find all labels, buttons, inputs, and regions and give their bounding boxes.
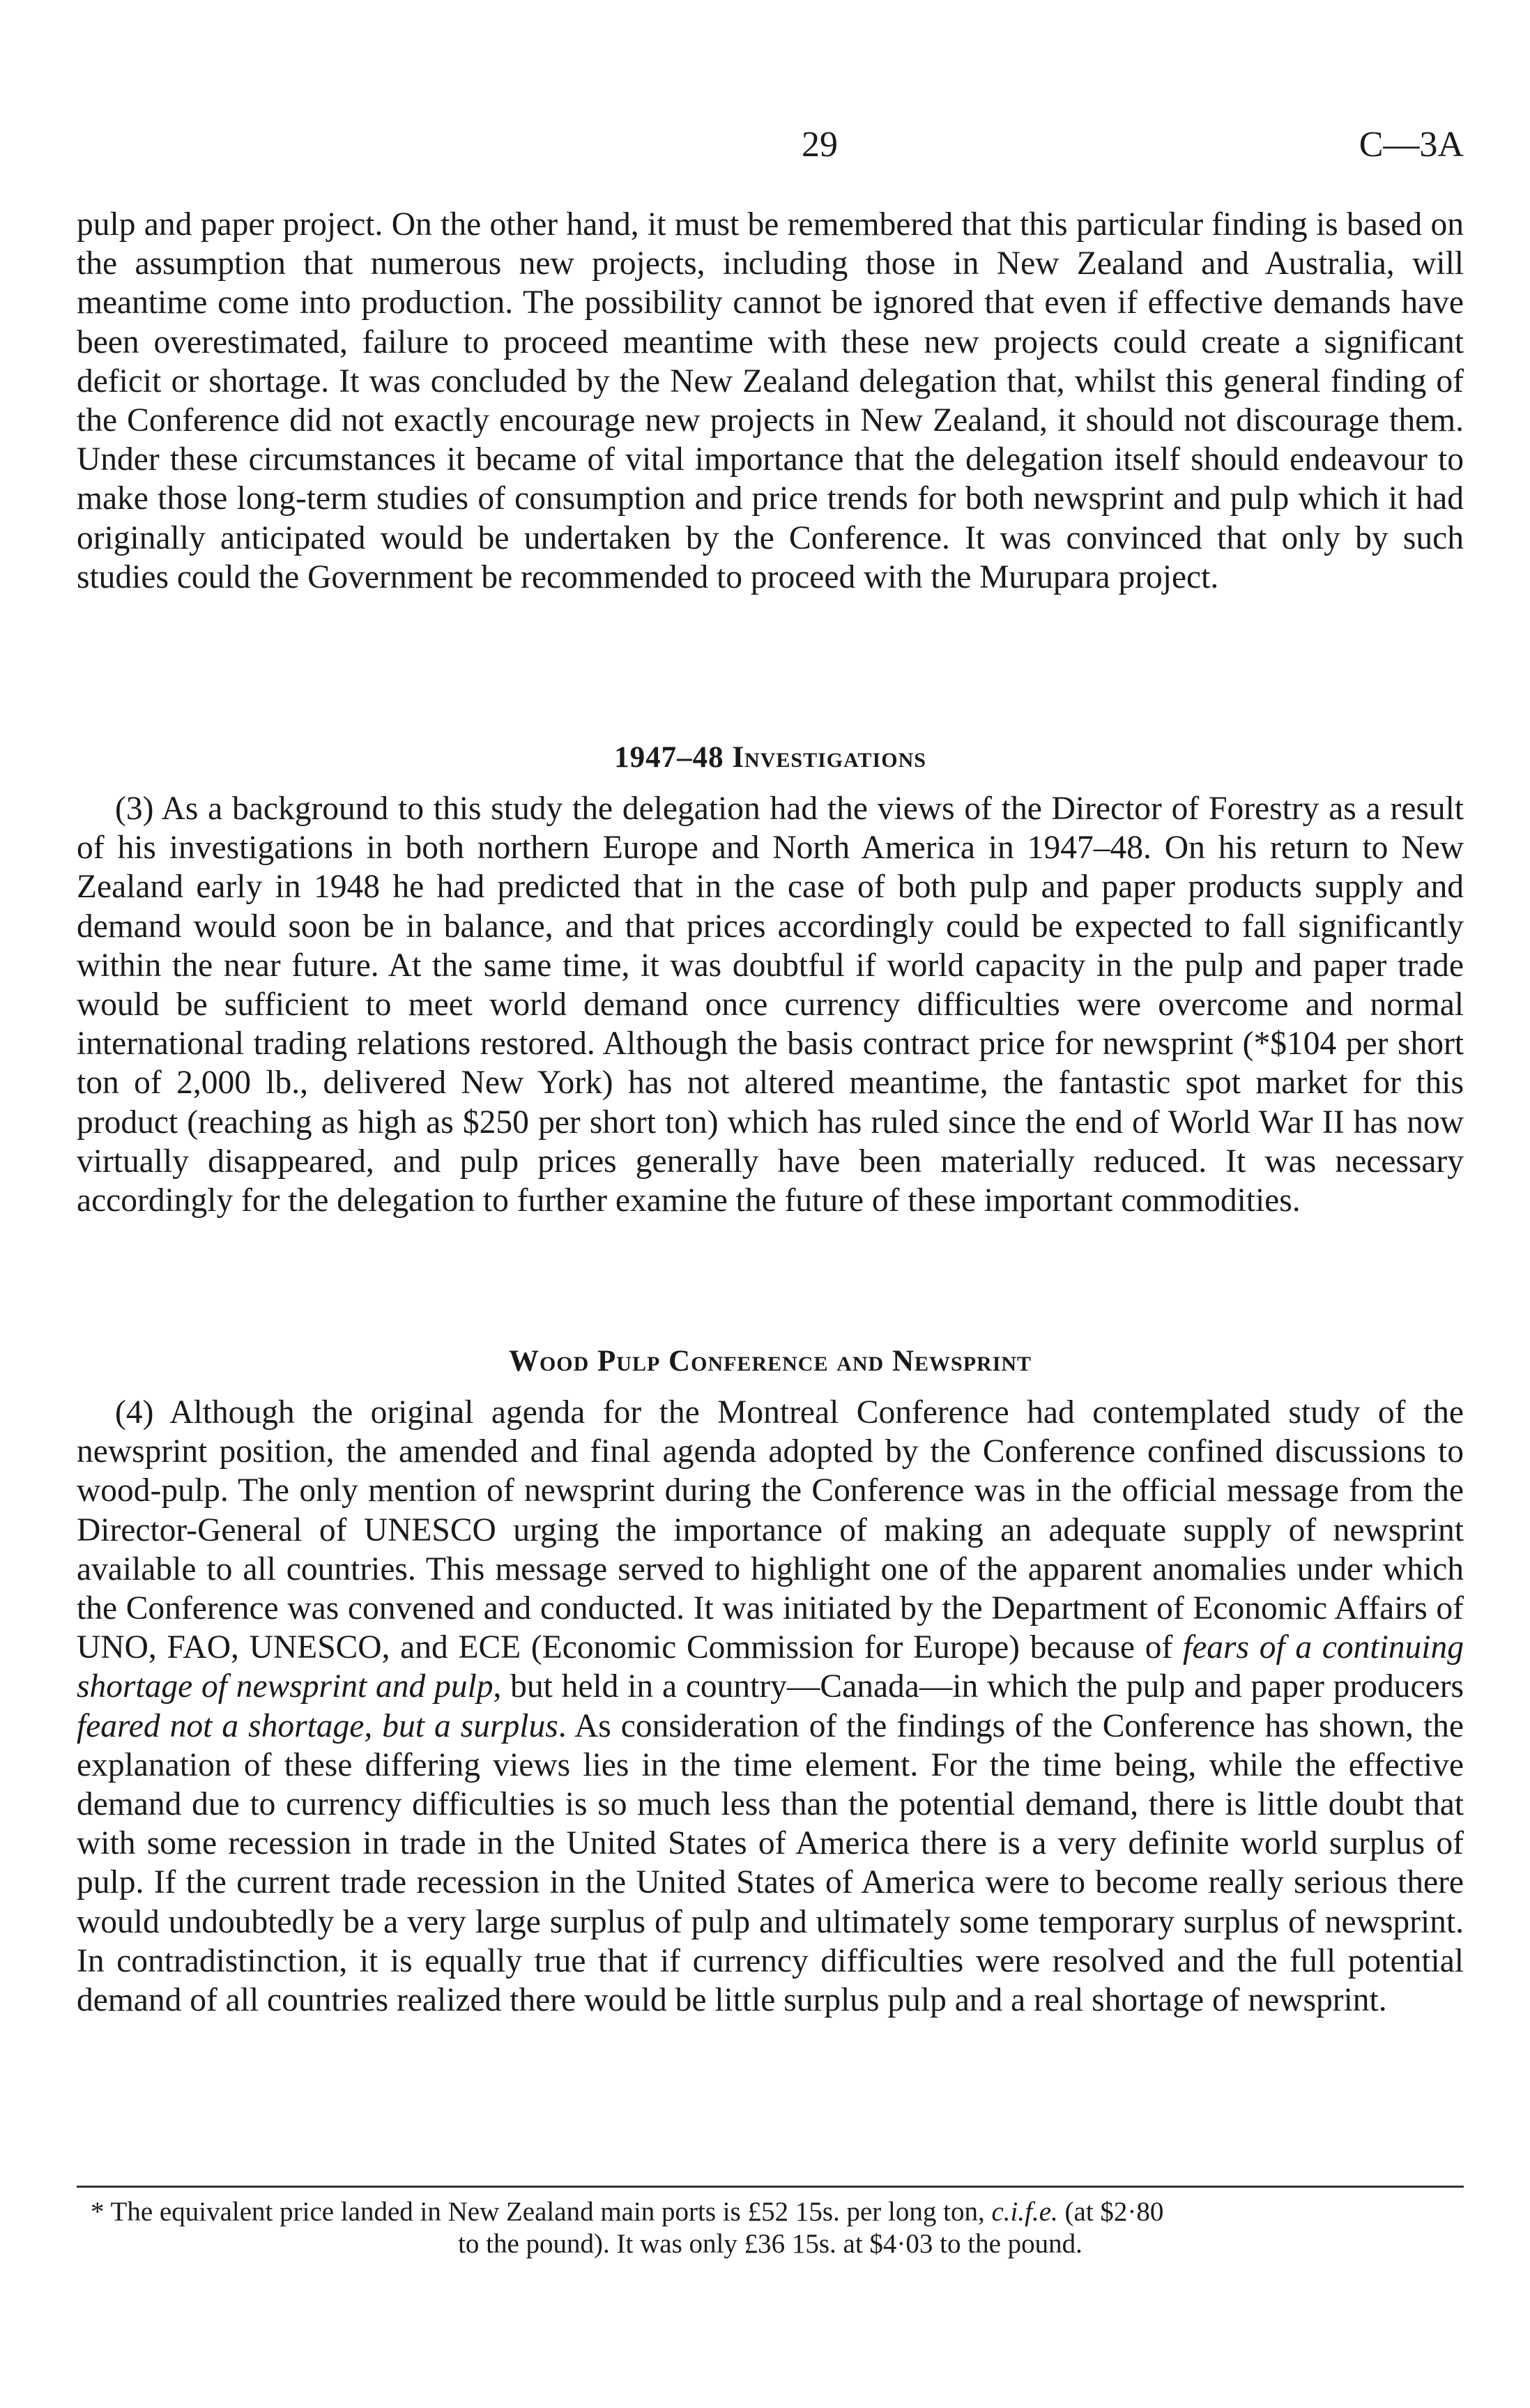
footnote-line2: to the pound). It was only £36 15s. at $4·03 to the pound. — [458, 2229, 1083, 2259]
section-heading-wood-pulp-conference: Wood Pulp Conference and Newsprint — [508, 1345, 1032, 1378]
paragraph-continued: pulp and paper project. On the other hand, it must be remembered that this particular finding is based on the assumption that numerous new projects, including those in New Zealand and Australia, will meantime come into production. The possibility cannot be ignored that even if effective demands have been overestimated, failure to proceed meantime with these new projects could create a significant deficit or shortage. It was concluded by the New Zealand delegation that, whilst this general finding of the Conference did not exactly encourage new projects in New Zealand, it should not discourage them. Under these circumstances it became of vital importance that the delegation itself should endeavour to make those long-term studies of consumption and price trends for both newsprint and pulp which it had originally anticipated would be undertaken by the Conference. It was convinced that only by such studies could the Government be recommended to proceed with the Murupara project. — [77, 206, 1464, 595]
footnote-divider — [77, 2186, 1464, 2188]
footnote-italic-cife: c.i.f.e. — [991, 2197, 1058, 2227]
doc-ref-suffix: A — [1437, 125, 1464, 165]
page-number: 29 — [802, 125, 838, 165]
footnote-line1-b: (at $2·80 — [1057, 2197, 1164, 2227]
paragraph-4-part-b: , but held in a country—Canada—in which the pulp and paper producers — [493, 1668, 1464, 1705]
section-heading-investigations: 1947–48 Investigations — [614, 741, 926, 774]
document-reference — [1359, 124, 1464, 165]
paragraph-4-italic-surplus: feared not a shortage, but a surplus — [77, 1707, 558, 1744]
paragraph-4-italic-fears: fears of a continuing shortage of newsprint and pulp — [77, 1629, 1464, 1705]
paragraph-4-part-c: . As consideration of the findings of the Conference has shown, the explanation of these differing views lies in the time element. For the time being, while the effective demand due to currency difficulties is so much less than the potential demand, there is little doubt that with some recession in trade in the United States of America there is a very definite world surplus of pulp. If the current trade recession in the United States of America were to become really serious there would undoubtedly be a very large surplus of pulp and ultimately some temporary surplus of newsprint. In contradistinction, it is equally true that if currency difficulties were resolved and the full potential demand of all countries realized there would be little surplus pulp and a real shortage of newsprint. — [77, 1707, 1464, 2019]
page-header — [77, 124, 1464, 173]
paragraph-4 — [77, 1393, 1464, 2020]
footnote — [77, 2196, 1464, 2260]
doc-ref-prefix: C—3 — [1359, 125, 1438, 165]
paragraph-4-part-a: (4) Although the original agenda for the Montreal Conference had contemplated study of the newsprint position, the amended and final agenda adopted by the Conference confined discussions to wood-pulp. The only mention of newsprint during the Conference was in the official message from the Director-General of UNESCO urging the importance of making an adequate supply of newsprint available to all countries. This message served to highlight one of the apparent anomalies under which the Conference was convened and conducted. It was initiated by the Department of Economic Affairs of UNO, FAO, UNESCO, and ECE (Economic Commission for Europe) because of — [77, 1394, 1464, 1666]
paragraph-3: (3) As a background to this study the delegation had the views of the Director of Forestry as a result of his investigations in both northern Europe and North America in 1947–48. On his return to New Zealand early in 1948 he had predicted that in the case of both pulp and paper products supply and demand would soon be in balance, and that prices accordingly could be expected to fall significantly within the near future. At the same time, it was doubtful if world capacity in the pulp and paper trade would be sufficient to meet world demand once currency difficulties were overcome and normal international trading relations restored. Although the basis contract price for newsprint (*$104 per short ton of 2,000 lb., delivered New York) has not altered meantime, the fantastic spot market for this product (reaching as high as $250 per short ton) which has ruled since the end of World War II has now virtually disappeared, and pulp prices generally have been materially reduced. It was necessary accordingly for the delegation to further examine the future of these important commodities. — [77, 791, 1464, 1219]
footnote-line1-a: * The equivalent price landed in New Zealand main ports is £52 15s. per long ton, — [91, 2197, 992, 2227]
